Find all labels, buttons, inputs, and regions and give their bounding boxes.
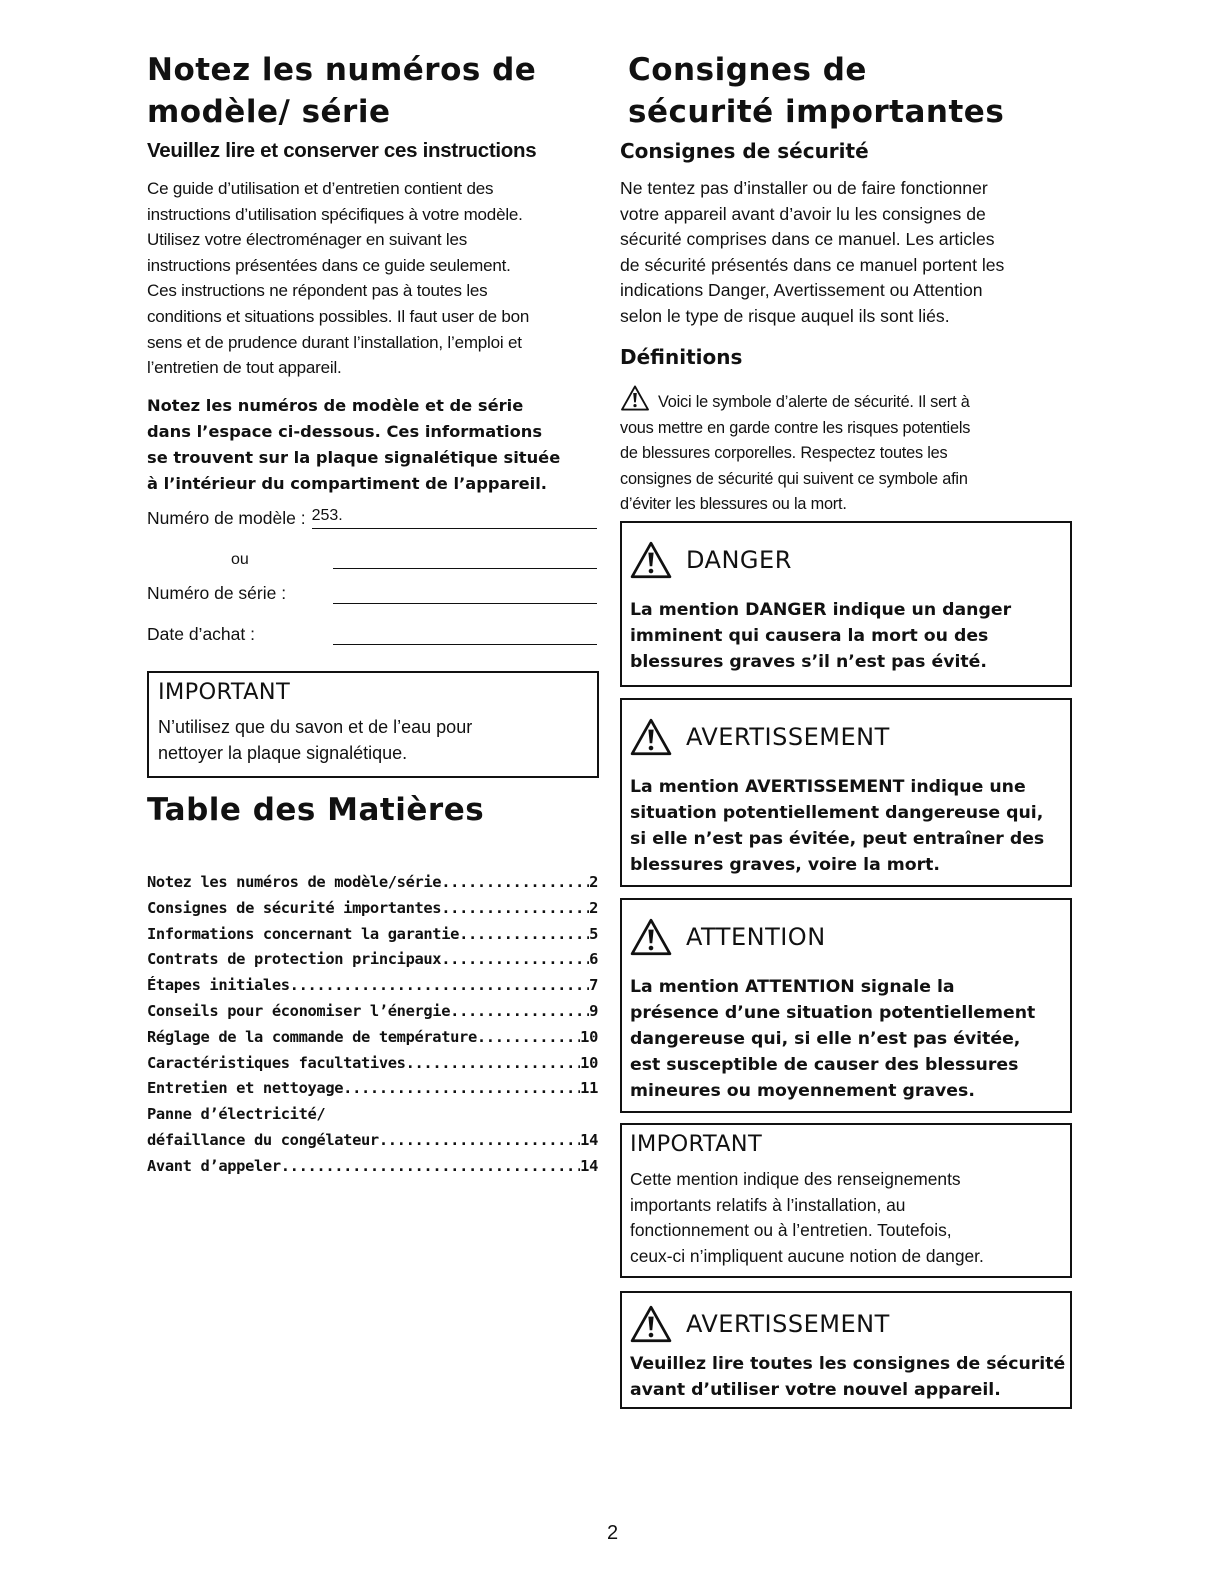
warning-2-text: Veuillez lire toutes les consignes de sécurité avant d’utiliser votre nouvel appareil.: [630, 1354, 1066, 1400]
toc-entry[interactable]: Notez les numéros de modèle/série ..... 2: [147, 870, 598, 896]
toc-entry[interactable]: Avant d’appeler ..... 14: [147, 1154, 598, 1180]
warning-2-title: AVERTISSEMENT: [630, 1305, 1070, 1343]
important-box-right-title: IMPORTANT: [630, 1131, 762, 1157]
important-box-right-text: Cette mention indique des renseignements importants relatifs à l’installation, au fonctionnement ou à l’entretien. Toutefois, ceux-ci n’impliquent aucune notion de danger.: [630, 1169, 984, 1266]
toc-entry[interactable]: Panne d’électricité/: [147, 1105, 326, 1124]
toc-entry[interactable]: défaillance du congélateur ..... 14: [147, 1128, 598, 1154]
page-number: 2: [606, 1522, 619, 1544]
table-of-contents: [147, 870, 598, 1180]
or-row: [147, 546, 597, 569]
toc-title: Table des Matières: [147, 792, 485, 828]
important-box-left-title: IMPORTANT: [158, 679, 290, 705]
danger-title: DANGER: [630, 541, 1070, 579]
important-box-right: [620, 1123, 1072, 1278]
warning-box: [620, 698, 1072, 887]
record-note: Notez les numéros de modèle et de série dans l’espace ci-dessous. Ces informations se trouvent sur la plaque signalétique située à l’intérieur du compartiment de l’appareil.: [147, 396, 561, 493]
model-number-label: Numéro de modèle :: [147, 508, 306, 528]
safety-alert-icon: [620, 385, 650, 411]
caution-text: La mention ATTENTION signale la présence d’une situation potentiellement dangereuse qui, si elle n’est pas évitée, est susceptible de causer des blessures mineures ou moyennement graves.: [630, 977, 1036, 1101]
serial-number-field[interactable]: [333, 581, 597, 604]
danger-box: [620, 521, 1072, 687]
purchase-date-field[interactable]: [333, 622, 597, 645]
model-number-row: [147, 506, 597, 529]
serial-number-label: Numéro de série :: [147, 583, 287, 603]
safety-alert-icon: [630, 918, 672, 956]
intro-text: Ce guide d’utilisation et d’entretien contient des instructions d’utilisation spécifiques à votre modèle. Utilisez votre électroménager en suivant les instructions présentées dans ce guide seulement. Ces instructions ne répondent pas à toutes les conditions et situations possibles. Il faut user de bon sens et de prudence durant l’installation, l’emploi et l’entretien de tout appareil.: [147, 179, 530, 378]
toc-entry[interactable]: Consignes de sécurité importantes ..... 2: [147, 896, 598, 922]
or-label: ou: [231, 551, 249, 568]
warning-text: La mention AVERTISSEMENT indique une situation potentiellement dangereuse qui, si elle n’est pas évitée, peut entraîner des blessures graves, voire la mort.: [630, 777, 1045, 875]
important-box-left: [147, 671, 599, 778]
model-serial-title: Notez les numéros de modèle/ série: [147, 52, 537, 130]
safety-alert-icon: [630, 541, 672, 579]
toc-entry[interactable]: Entretien et nettoyage ..... 11: [147, 1076, 598, 1102]
safety-subtitle: Consignes de sécurité: [620, 139, 869, 163]
toc-entry[interactable]: Étapes initiales ..... 7: [147, 973, 598, 999]
definitions-title: Définitions: [620, 345, 743, 369]
purchase-date-row: [147, 622, 597, 645]
caution-title: ATTENTION: [630, 918, 1070, 956]
definitions-text: Voici le symbole d’alerte de sécurité. Il sert à vous mettre en garde contre les risques potentiels de blessures corporelles. Respectez toutes les consignes de sécurité qui suivent ce symbole afin d’éviter les blessures ou la mort.: [620, 385, 1080, 518]
warning-box-2: [620, 1291, 1072, 1409]
warning-title: AVERTISSEMENT: [630, 718, 1070, 756]
safety-alert-icon: [630, 718, 672, 756]
caution-box: [620, 898, 1072, 1113]
safety-alert-icon: [630, 1305, 672, 1343]
safety-intro: Ne tentez pas d’installer ou de faire fonctionner votre appareil avant d’avoir lu les consignes de sécurité comprises dans ce manuel. Les articles de sécurité présentés dans ce manuel portent les indications Danger, Avertissement ou Attention selon le type de risque auquel ils sont liés.: [620, 178, 1005, 326]
toc-entry[interactable]: Caractéristiques facultatives ..... 10: [147, 1051, 598, 1077]
alt-model-field[interactable]: [333, 546, 597, 569]
important-box-left-text: N’utilisez que du savon et de l’eau pour nettoyer la plaque signalétique.: [158, 717, 473, 763]
toc-entry[interactable]: Conseils pour économiser l’énergie ..... 9: [147, 999, 598, 1025]
toc-entry[interactable]: Informations concernant la garantie ..... 5: [147, 922, 598, 948]
model-number-field[interactable]: 253.: [312, 506, 597, 529]
toc-entry[interactable]: Contrats de protection principaux ..... 6: [147, 947, 598, 973]
toc-entry[interactable]: Réglage de la commande de température ..... 10: [147, 1025, 598, 1051]
danger-text: La mention DANGER indique un danger imminent qui causera la mort ou des blessures graves s’il n’est pas évité.: [630, 600, 1012, 672]
safety-title: Consignes de sécurité importantes: [628, 52, 1005, 130]
read-keep-subtitle: Veuillez lire et conserver ces instructions: [147, 139, 537, 162]
serial-number-row: [147, 581, 597, 604]
purchase-date-label: Date d’achat :: [147, 624, 255, 644]
